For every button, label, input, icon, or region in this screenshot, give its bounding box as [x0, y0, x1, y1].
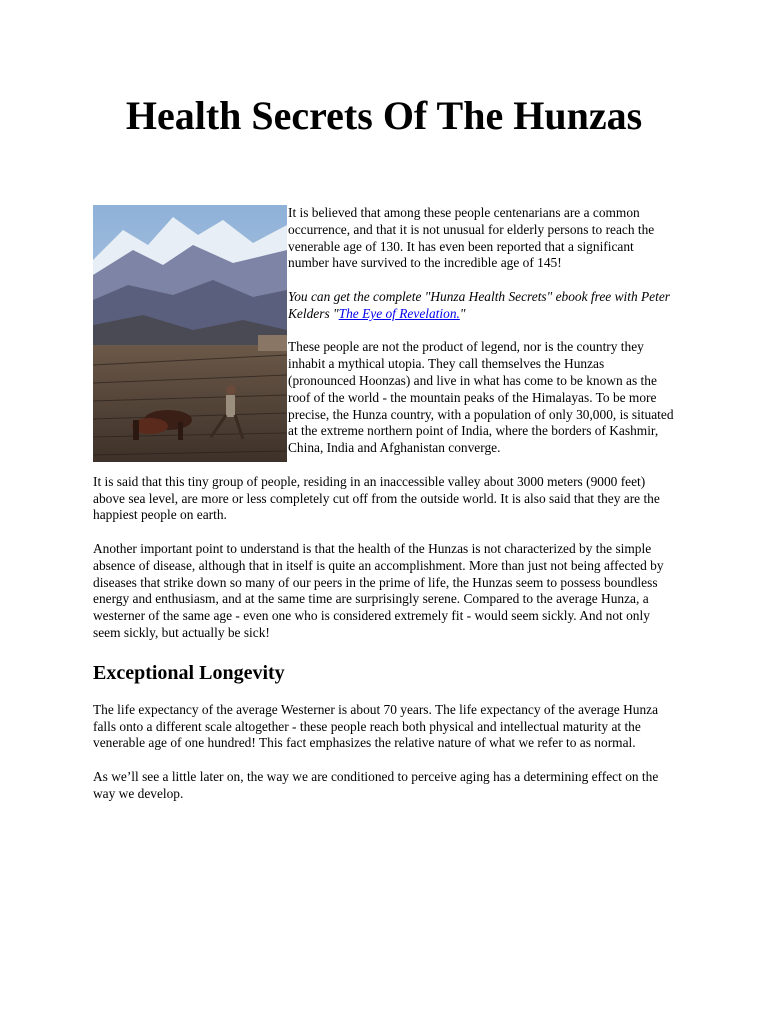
body-paragraph: These people are not the product of legend, nor is the country they inhabit a mythical utopia. They call themselves the Hunzas (pronounced Hoonzas) and live in what has come to be known as the roof of the world - the mountain peaks of the Himalayas. To be more precise, the Hunza country, with a population of only 30,000, is situated at the extreme northern point of India, where the borders of Kashmir, China, India and Afghanistan converge.	[288, 339, 674, 456]
section-paragraph: As we’ll see a little later on, the way we are conditioned to perceive aging has a determining effect on the way we develop.	[93, 768, 659, 801]
section-heading: Exceptional Longevity	[93, 661, 285, 684]
hunza-valley-photo	[93, 205, 287, 462]
promo-prefix: You can get the complete "Hunza Health Secrets" ebook free with Peter Kelders "	[288, 288, 671, 321]
promo-suffix: "	[459, 305, 466, 321]
eye-of-revelation-link[interactable]: The Eye of Revelation.	[338, 305, 460, 321]
section-paragraph: The life expectancy of the average Westerner is about 70 years. The life expectancy of the average Hunza falls onto a different scale altogether - these people reach both physical and intellectual maturity at the venerable age of one hundred! This fact emphasizes the relative nature of what we refer to as normal.	[93, 701, 659, 751]
body-paragraph: Another important point to understand is that the health of the Hunzas is not characterized by the simple absence of disease, although that in itself is quite an accomplishment. More than just not being affected by diseases that strike down so many of our peers in the prime of life, the Hunzas seem to possess boundless energy and enthusiasm, and at the same time are surprisingly serene. Compared to the average Hunza, a westerner of the same age - even one who is considered extremely fit - would seem sickly. And not only seem sickly, but actually be sick!	[93, 540, 664, 640]
intro-paragraph: It is believed that among these people centenarians are a common occurrence, and that it is not unusual for elderly persons to reach the venerable age of 130. It has even been reported that a significant number have survived to the incredible age of 145!	[288, 205, 655, 271]
body-paragraph: It is said that this tiny group of people, residing in an inaccessible valley about 3000 meters (9000 feet) above sea level, are more or less completely cut off from the outside world. It is also said that they are the happiest people on earth.	[93, 473, 660, 523]
article-body	[93, 205, 675, 819]
page-title: Health Secrets Of The Hunzas	[125, 93, 643, 138]
